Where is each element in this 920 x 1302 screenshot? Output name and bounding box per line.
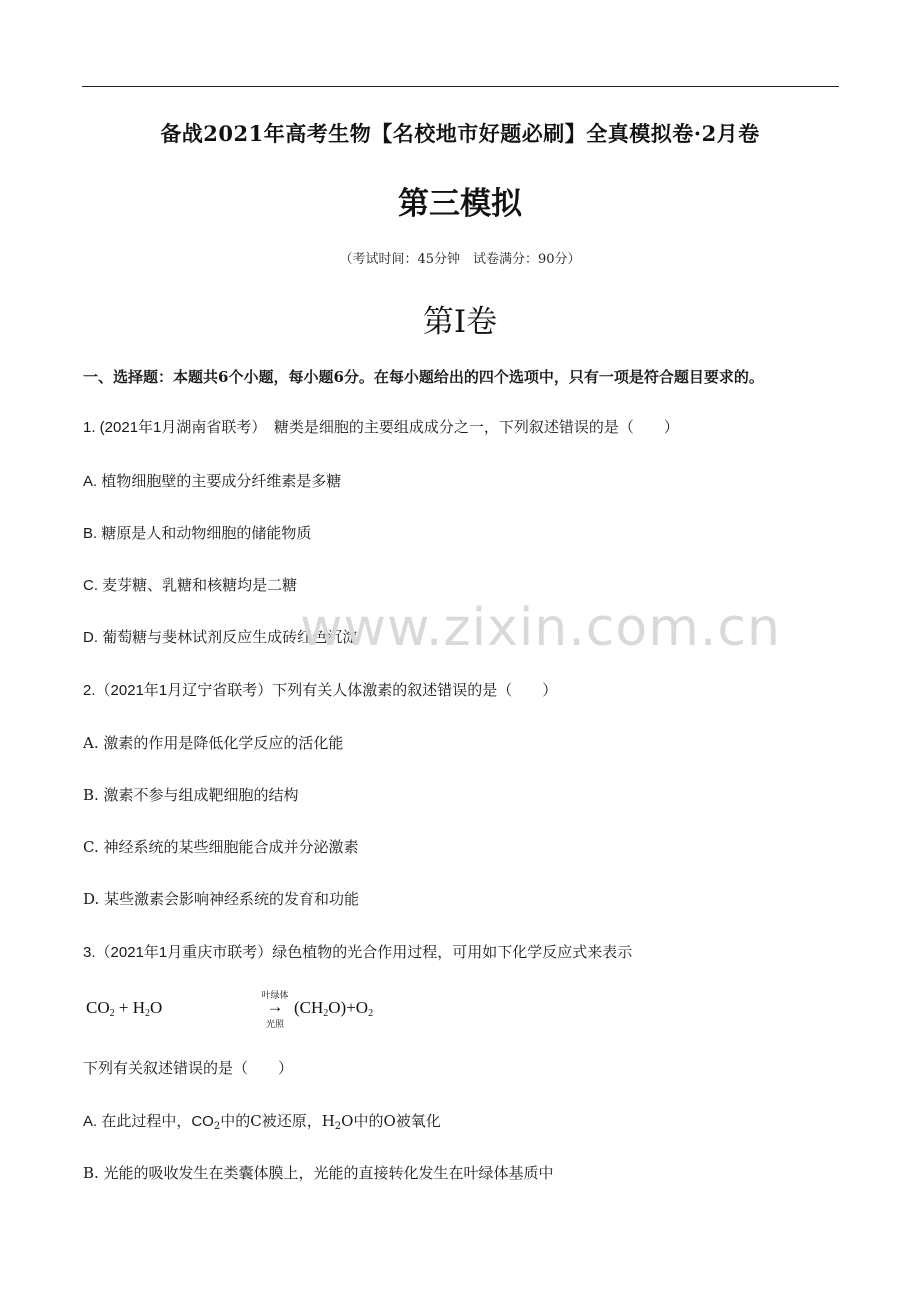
question-3-option-a: A. 在此过程中，$CO_2$中的C被还原，$H_2O$中的O被氧化 — [83, 1112, 441, 1132]
question-3-prompt: 下列有关叙述错误的是（ ） — [83, 1059, 294, 1077]
volume-heading: 第I卷 — [422, 304, 498, 340]
header-rule — [82, 86, 839, 87]
watermark: www.zixin.com.cn — [300, 598, 781, 658]
question-1-option-b: B. 糖原是人和动物细胞的储能物质 — [83, 525, 312, 542]
exam-title: 备战2021年高考生物【名校地市好题必刷】全真模拟卷·2月卷 — [160, 121, 760, 146]
photosynthesis-equation — [86, 988, 374, 1030]
reaction-arrow-icon: → — [266, 997, 284, 1016]
question-1-option-c: C. 麦芽糖、乳糖和核糖均是二糖 — [83, 577, 298, 594]
question-1-option-d: D. 葡萄糖与斐林试剂反应生成砖红色沉淀 — [83, 629, 358, 646]
section-heading: 一、选择题：本题共6个小题，每小题6分。在每小题给出的四个选项中，只有一项是符合题目要求的。 — [83, 368, 764, 386]
question-1-option-a: A. 植物细胞壁的主要成分纤维素是多糖 — [83, 473, 342, 490]
question-1-stem: 1. (2021年1月湖南省联考） 糖类是细胞的主要组成成分之一，下列叙述错误的是（ ） — [83, 419, 679, 436]
question-3-stem: 3.（2021年1月重庆市联考）绿色植物的光合作用过程，可用如下化学反应式来表示 — [83, 944, 633, 961]
exam-meta: （考试时间：45分钟 试卷满分：90分） — [339, 252, 581, 267]
question-2-option-a: A. 激素的作用是降低化学反应的活化能 — [83, 734, 344, 752]
question-2-option-d: D. 某些激素会影响神经系统的发育和功能 — [83, 890, 360, 908]
question-3-option-b: B. 光能的吸收发生在类囊体膜上，光能的直接转化发生在叶绿体基质中 — [83, 1164, 554, 1182]
equation-products: $(CH_2O)+O_2$ — [294, 998, 374, 1019]
question-2-stem: 2.（2021年1月辽宁省联考）下列有关人体激素的叙述错误的是（ ） — [83, 682, 558, 699]
equation-condition-above: 叶绿体 — [261, 991, 289, 1001]
equation-reactants: $CO_2 + H_2O$ — [86, 998, 163, 1019]
equation-condition-below: 光照 — [265, 1020, 284, 1030]
question-2-option-b: B. 激素不参与组成靶细胞的结构 — [83, 786, 299, 804]
exam-subtitle: 第三模拟 — [398, 186, 522, 222]
question-2-option-c: C. 神经系统的某些细胞能合成并分泌激素 — [83, 838, 359, 856]
